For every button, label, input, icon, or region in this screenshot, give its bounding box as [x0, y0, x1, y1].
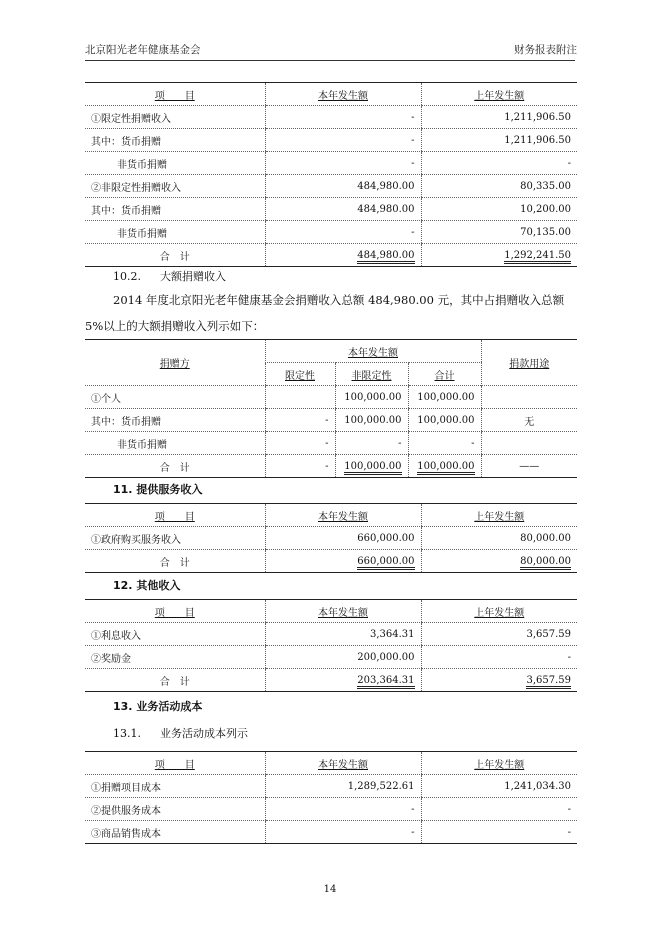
row-subtotal: 100,000.00	[408, 409, 481, 432]
service-income-table	[85, 503, 577, 573]
row-label: 非货币捐赠	[85, 221, 265, 244]
total-label: 合 计	[85, 244, 265, 267]
row-previous: 80,335.00	[421, 175, 577, 198]
row-label: 非货币捐赠	[85, 432, 265, 455]
row-current: -	[265, 106, 421, 129]
table-header-row	[85, 504, 577, 527]
table-row	[85, 106, 577, 129]
row-current: -	[265, 821, 421, 844]
row-previous: 3,657.59	[421, 623, 577, 646]
total-current: 660,000.00	[357, 556, 414, 570]
row-current: -	[265, 798, 421, 821]
row-label: ①个人	[85, 386, 265, 409]
table-row	[85, 129, 577, 152]
row-previous: 70,135.00	[421, 221, 577, 244]
row-restricted: -	[265, 409, 335, 432]
section-13-1-title: 业务活动成本列示	[160, 727, 248, 740]
row-current: 3,364.31	[265, 623, 421, 646]
row-label: ①利息收入	[85, 623, 265, 646]
table-header-row	[85, 600, 577, 623]
row-previous: -	[421, 821, 577, 844]
col-header-item: 项 目	[85, 752, 265, 775]
row-label: ①限定性捐赠收入	[85, 106, 265, 129]
table-header-row	[85, 83, 577, 106]
total-label: 合 计	[85, 550, 265, 573]
total-unrestricted: 100,000.00	[344, 461, 401, 475]
section-12-heading: 12. 其他收入	[113, 579, 181, 592]
total-restricted: -	[265, 455, 335, 478]
row-subtotal: -	[408, 432, 481, 455]
col-header-item: 项 目	[85, 83, 265, 106]
row-label: ①政府购买服务收入	[85, 527, 265, 550]
table-row	[85, 409, 577, 432]
table-row	[85, 775, 577, 798]
row-unrestricted: 100,000.00	[335, 386, 408, 409]
large-donation-table	[85, 339, 577, 478]
row-previous: -	[421, 798, 577, 821]
total-previous: 3,657.59	[526, 675, 571, 689]
total-purpose: ——	[481, 455, 577, 478]
row-purpose: 无	[481, 409, 577, 432]
row-current: -	[265, 129, 421, 152]
table-row	[85, 646, 577, 669]
row-previous: 1,211,906.50	[421, 106, 577, 129]
section-13-heading: 13. 业务活动成本	[113, 700, 203, 713]
row-label: 其中：货币捐赠	[85, 409, 265, 432]
table-header-row	[85, 340, 577, 363]
total-current: 484,980.00	[357, 250, 414, 264]
row-purpose	[481, 432, 577, 455]
section-10-2-paragraph: 2014 年度北京阳光老年健康基金会捐赠收入总额 484,980.00 元，其中占捐赠收入总额 5%以上的大额捐赠收入列示如下：	[85, 293, 565, 333]
table-row	[85, 821, 577, 844]
table-row	[85, 386, 577, 409]
col-header-previous: 上年发生额	[421, 752, 577, 775]
total-row	[85, 455, 577, 478]
table-row	[85, 527, 577, 550]
total-label: 合 计	[85, 455, 265, 478]
donation-income-table	[85, 82, 577, 267]
row-label: 其中：货币捐赠	[85, 198, 265, 221]
row-label: ②非限定性捐赠收入	[85, 175, 265, 198]
row-current: 484,980.00	[265, 198, 421, 221]
row-unrestricted: -	[335, 432, 408, 455]
col-header-current: 本年发生额	[265, 340, 481, 363]
table-row	[85, 798, 577, 821]
col-header-item: 项 目	[85, 504, 265, 527]
row-current: -	[265, 152, 421, 175]
row-restricted: -	[265, 432, 335, 455]
table-header-row	[85, 752, 577, 775]
row-previous: 1,211,906.50	[421, 129, 577, 152]
col-header-item: 项 目	[85, 600, 265, 623]
row-label: 其中：货币捐赠	[85, 129, 265, 152]
total-row	[85, 669, 577, 692]
row-previous: 80,000.00	[421, 527, 577, 550]
row-label: 非货币捐赠	[85, 152, 265, 175]
row-current: 1,289,522.61	[265, 775, 421, 798]
table-row	[85, 432, 577, 455]
other-income-table	[85, 599, 577, 692]
col-header-current: 本年发生额	[265, 504, 421, 527]
page-number: 14	[323, 884, 337, 895]
col-header-previous: 上年发生额	[421, 504, 577, 527]
total-current: 203,364.31	[357, 675, 414, 689]
col-header-previous: 上年发生额	[421, 83, 577, 106]
table-row	[85, 152, 577, 175]
col-header-subtotal: 合计	[408, 363, 481, 386]
col-header-current: 本年发生额	[265, 600, 421, 623]
row-purpose	[481, 386, 577, 409]
section-13-1-number: 13.1.	[113, 727, 141, 740]
total-row	[85, 244, 577, 267]
col-header-donor: 捐赠方	[85, 340, 265, 386]
table-row	[85, 175, 577, 198]
activity-cost-table	[85, 751, 577, 844]
header-rule	[85, 60, 575, 61]
header-doc-type: 财务报表附注	[514, 44, 577, 56]
table-row	[85, 623, 577, 646]
row-restricted	[265, 386, 335, 409]
header-org: 北京阳光老年健康基金会	[85, 44, 201, 56]
row-label: ②奖励金	[85, 646, 265, 669]
col-header-purpose: 捐款用途	[481, 340, 577, 386]
section-11-heading: 11. 提供服务收入	[113, 483, 203, 496]
col-header-restricted: 限定性	[265, 363, 335, 386]
col-header-unrestricted: 非限定性	[335, 363, 408, 386]
row-previous: 10,200.00	[421, 198, 577, 221]
row-unrestricted: 100,000.00	[335, 409, 408, 432]
row-current: 200,000.00	[265, 646, 421, 669]
total-row	[85, 550, 577, 573]
table-row	[85, 198, 577, 221]
section-10-2-title: 大额捐赠收入	[160, 270, 226, 283]
total-label: 合 计	[85, 669, 265, 692]
total-subtotal: 100,000.00	[417, 461, 474, 475]
row-current: 484,980.00	[265, 175, 421, 198]
row-previous: -	[421, 152, 577, 175]
col-header-current: 本年发生额	[265, 752, 421, 775]
row-subtotal: 100,000.00	[408, 386, 481, 409]
row-label: ③商品销售成本	[85, 821, 265, 844]
row-label: ①捐赠项目成本	[85, 775, 265, 798]
row-label: ②提供服务成本	[85, 798, 265, 821]
row-previous: -	[421, 646, 577, 669]
table-row	[85, 221, 577, 244]
col-header-previous: 上年发生额	[421, 600, 577, 623]
row-previous: 1,241,034.30	[421, 775, 577, 798]
row-current: -	[265, 221, 421, 244]
row-current: 660,000.00	[265, 527, 421, 550]
col-header-current: 本年发生额	[265, 83, 421, 106]
total-previous: 1,292,241.50	[504, 250, 571, 264]
total-previous: 80,000.00	[520, 556, 571, 570]
section-10-2-number: 10.2.	[113, 270, 141, 283]
